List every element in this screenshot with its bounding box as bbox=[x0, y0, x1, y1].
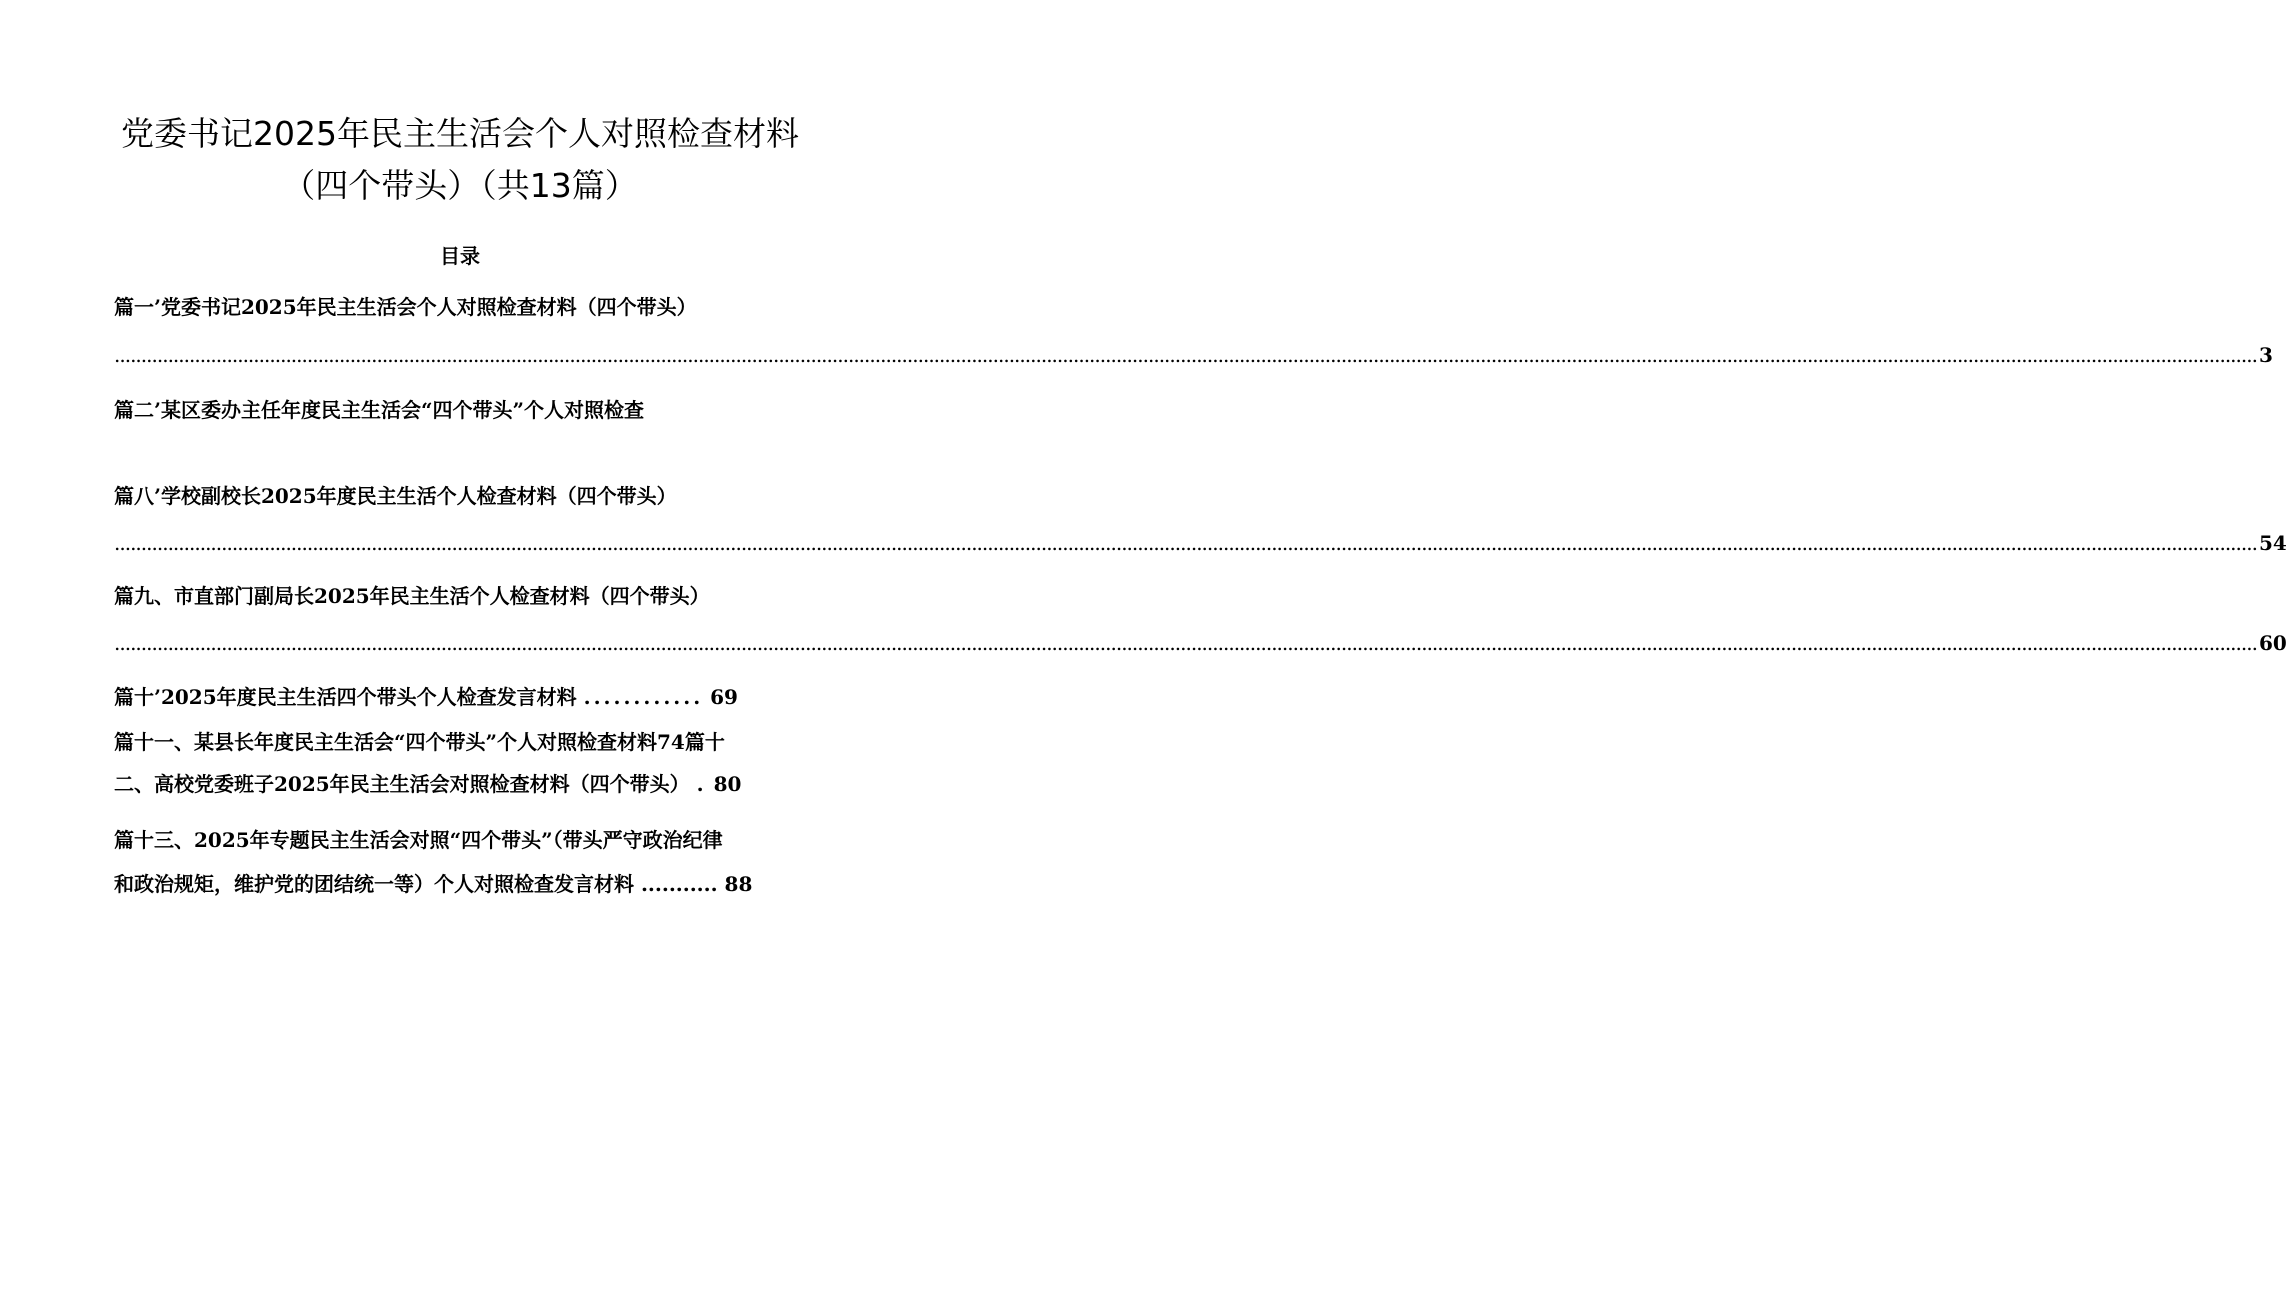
toc-entry-10-dots: ............ bbox=[583, 685, 704, 709]
toc-entry-12-page: 80 bbox=[713, 772, 742, 796]
toc-entry-1-page: 3 bbox=[2258, 343, 2273, 367]
toc-entry-10-page: 69 bbox=[710, 685, 738, 709]
dot-leader: ................................................................................................................................................................................................................................................................................................................................................................................................................ bbox=[114, 631, 2257, 655]
toc-entry-11[interactable] bbox=[114, 727, 839, 757]
toc-entry-13-dots: ........... bbox=[640, 872, 718, 896]
toc-entry-11-text: 篇十一、某县长年度民主生活会“四个带头”个人对照检查材料74篇十 bbox=[114, 730, 725, 754]
toc-entry-10[interactable] bbox=[114, 682, 839, 712]
toc-entry-9-leader[interactable] bbox=[114, 628, 2287, 658]
toc-entry-8-leader[interactable] bbox=[114, 528, 2287, 558]
toc-entry-2-text: 篇二’某区委办主任年度民主生活会“四个带头”个人对照检查 bbox=[114, 398, 644, 422]
toc-entry-9-text: 篇九、市直部门副局长2025年民主生活个人检查材料（四个带头） bbox=[114, 584, 710, 608]
toc-entry-13-cont[interactable] bbox=[114, 869, 839, 899]
toc-entry-12-dots: . bbox=[696, 772, 707, 796]
toc-entry-8-page: 54 bbox=[2258, 531, 2287, 555]
toc-entry-13-cont-text: 和政治规矩，维护党的团结统一等）个人对照检查发言材料 bbox=[114, 872, 634, 896]
document-title-line-1: 党委书记2025年民主生活会个人对照检查材料 bbox=[121, 114, 799, 153]
toc-entry-1[interactable] bbox=[114, 292, 839, 322]
document-title-line-2: （四个带头）（共13篇） bbox=[282, 166, 638, 205]
toc-heading: 目录 bbox=[440, 244, 480, 268]
toc-entry-10-text: 篇十’2025年度民主生活四个带头个人检查发言材料 bbox=[114, 685, 577, 709]
toc-entry-8[interactable] bbox=[114, 481, 839, 511]
toc-entry-1-leader[interactable] bbox=[114, 340, 2273, 370]
toc-entry-2[interactable] bbox=[114, 395, 839, 425]
toc-entry-12-text: 二、高校党委班子2025年民主生活会对照检查材料（四个带头） bbox=[114, 772, 690, 796]
toc-entry-1-text: 篇一’党委书记2025年民主生活会个人对照检查材料（四个带头） bbox=[114, 295, 697, 319]
toc-entry-9[interactable] bbox=[114, 581, 839, 611]
toc-entry-12[interactable] bbox=[114, 769, 839, 799]
dot-leader: ................................................................................................................................................................................................................................................................................................................................................................................................................ bbox=[114, 343, 2257, 367]
toc-entry-13-text: 篇十三、2025年专题民主生活会对照“四个带头”（带头严守政治纪律 bbox=[114, 828, 723, 852]
toc-entry-9-page: 60 bbox=[2258, 631, 2287, 655]
dot-leader: ................................................................................................................................................................................................................................................................................................................................................................................................................ bbox=[114, 531, 2257, 555]
toc-entry-8-text: 篇八’学校副校长2025年度民主生活个人检查材料（四个带头） bbox=[114, 484, 677, 508]
toc-entry-13[interactable] bbox=[114, 825, 839, 855]
toc-entry-13-page: 88 bbox=[724, 872, 753, 896]
